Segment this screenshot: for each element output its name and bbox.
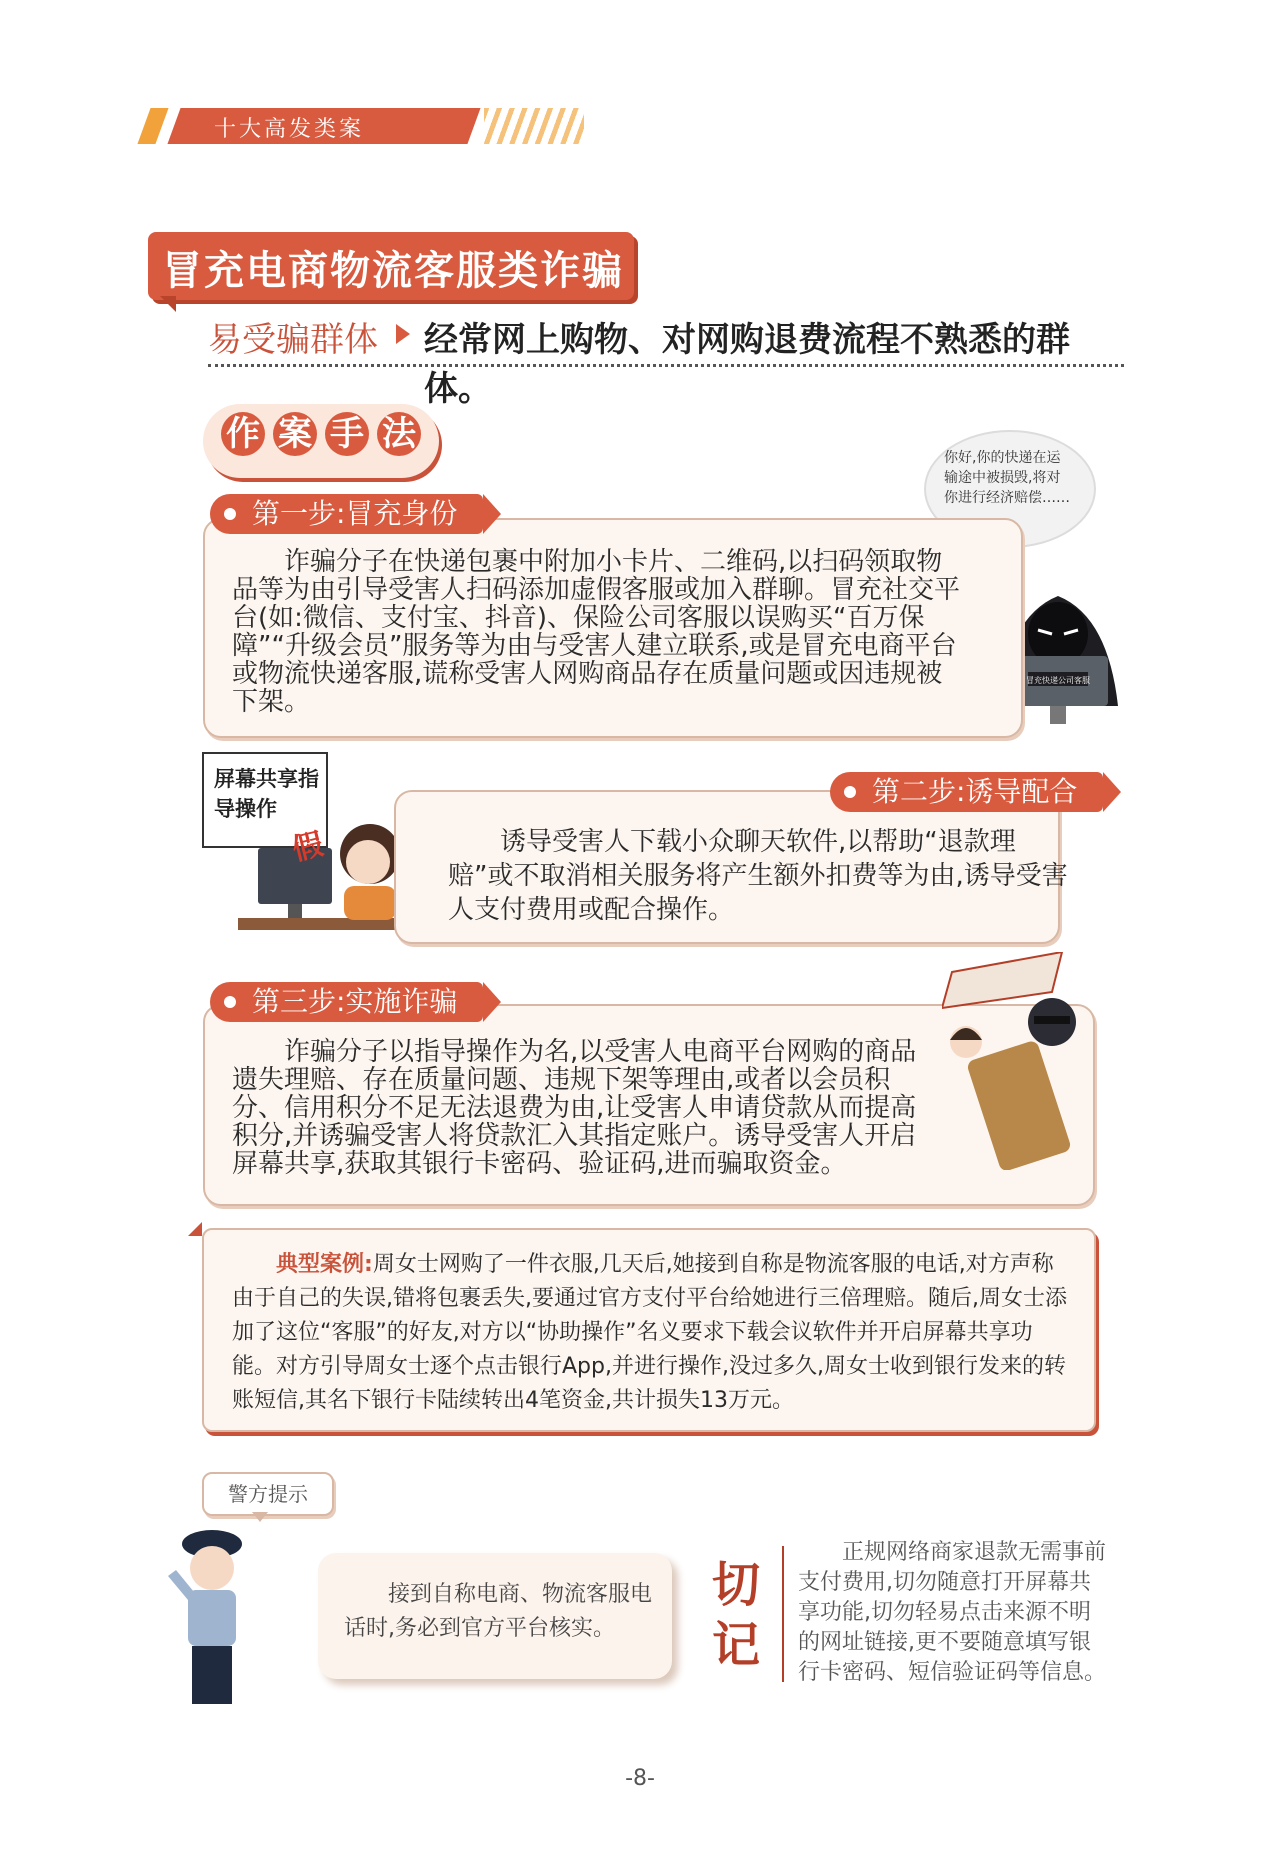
saluting-arm [168,1570,194,1600]
step2-label: 第二步:诱导配合 [830,772,1103,812]
police-tip-text: 接到自称电商、物流客服电话时,务必到官方平台核实。 [344,1582,653,1641]
typical-case-label: 典型案例: [276,1252,373,1277]
woman-computer-illustration [238,800,412,946]
shirt-shape [344,886,396,920]
screen-share-note-text: 屏幕共享指导操作 [214,767,319,821]
section-ribbon [144,108,524,144]
officer-shirt [188,1590,236,1646]
remember-divider [782,1546,784,1682]
step3-label: 第三步:实施诈骗 [210,982,483,1022]
typical-case-body: 周女士网购了一件衣服,几天后,她接到自称是物流客服的电话,对方声称由于自己的失误,错将包裹丢失,要通过官方支付平台给她进行三倍理赔。随后,周女士添加了这位“客服”的好友,对方以“协助操作”名义要求下载会议软件并开启屏幕共享功能。对方引导周女士逐个点击银行App,并进行操作,没过多久,周女士收到银行发来的转账短信,其名下银行卡陆续转出4笔资金,共计损失13万元。 [232,1252,1067,1413]
page-title: 冒充电商物流客服类诈骗 [162,248,624,294]
scammer-phone-illustration [942,952,1090,1170]
ribbon-stripes [484,108,584,144]
method-char: 案 [273,412,317,456]
method-char: 法 [377,412,421,456]
monitor-stand [288,904,302,918]
step1-label: 第一步:冒充身份 [210,494,483,534]
method-char: 手 [325,412,369,456]
ribbon-edge [137,108,168,144]
page-title-box [148,232,634,300]
step2-text: 诱导受害人下载小众聊天软件,以帮助“退款理赔”或不取消相关服务将产生额外扣费等为由,诱导受害人支付费用或配合操作。 [448,827,1068,925]
fake-stamp: 假 [289,826,327,869]
police-officer-illustration [160,1520,260,1710]
page-number: -8- [625,1766,655,1791]
police-tip-label: 警方提示 [202,1472,334,1516]
method-heading [203,404,439,478]
laptop-stand [1050,706,1066,724]
victim-hair [950,1028,982,1040]
arrow-icon [396,324,410,344]
title-tail [160,296,176,312]
officer-pants [192,1646,232,1704]
typical-case-text [232,1248,1070,1418]
remember-heading: 切记 [712,1557,761,1673]
vulnerable-description: 经常网上购物、对网购退费流程不熟悉的群体。 [424,320,1070,409]
section-tag: 十大高发类案 [214,117,365,142]
phone-shape [966,1039,1072,1170]
thief-mask [1034,1016,1070,1024]
case-flag [188,1222,202,1236]
face-shape [346,840,390,884]
step3-text: 诈骗分子以指导操作为名,以受害人电商平台网购的商品遗失理赔、存在质量问题、违规下架等理由,或者以会员积分、信用积分不足无法退费为由,让受害人申请贷款从而提高积分,并诱骗受害人将贷款汇入其指定账户。诱导受害人开启屏幕共享,获取其银行卡密码、验证码,进而骗取资金。 [232,1037,917,1179]
method-char: 作 [221,412,265,456]
vulnerable-group [208,312,1128,409]
officer-face [190,1546,234,1590]
remember-text: 正规网络商家退款无需事前支付费用,切勿随意打开屏幕共享功能,切勿轻易点击来源不明的网址链接,更不要随意填写银行卡密码、短信验证码等信息。 [798,1540,1107,1685]
dotted-divider [208,364,1124,367]
laptop-label: 冒充快递公司客服 [1026,676,1090,685]
vulnerable-label: 易受骗群体 [208,320,378,360]
speech-bubble-text: 你好,你的快递在运输途中被损毁,将对你进行经济赔偿…… [944,450,1070,506]
step1-text: 诈骗分子在快递包裹中附加小卡片、二维码,以扫码领取物品等为由引导受害人扫码添加虚假客服或加入群聊。冒充社交平台(如:微信、支付宝、抖音)、保险公司客服以误购买“百万保障”“升级会员”服务等为由与受害人建立联系,或是冒充电商平台或物流快递客服,谎称受害人网购商品存在质量问题或因违规被下架。 [232,547,961,717]
